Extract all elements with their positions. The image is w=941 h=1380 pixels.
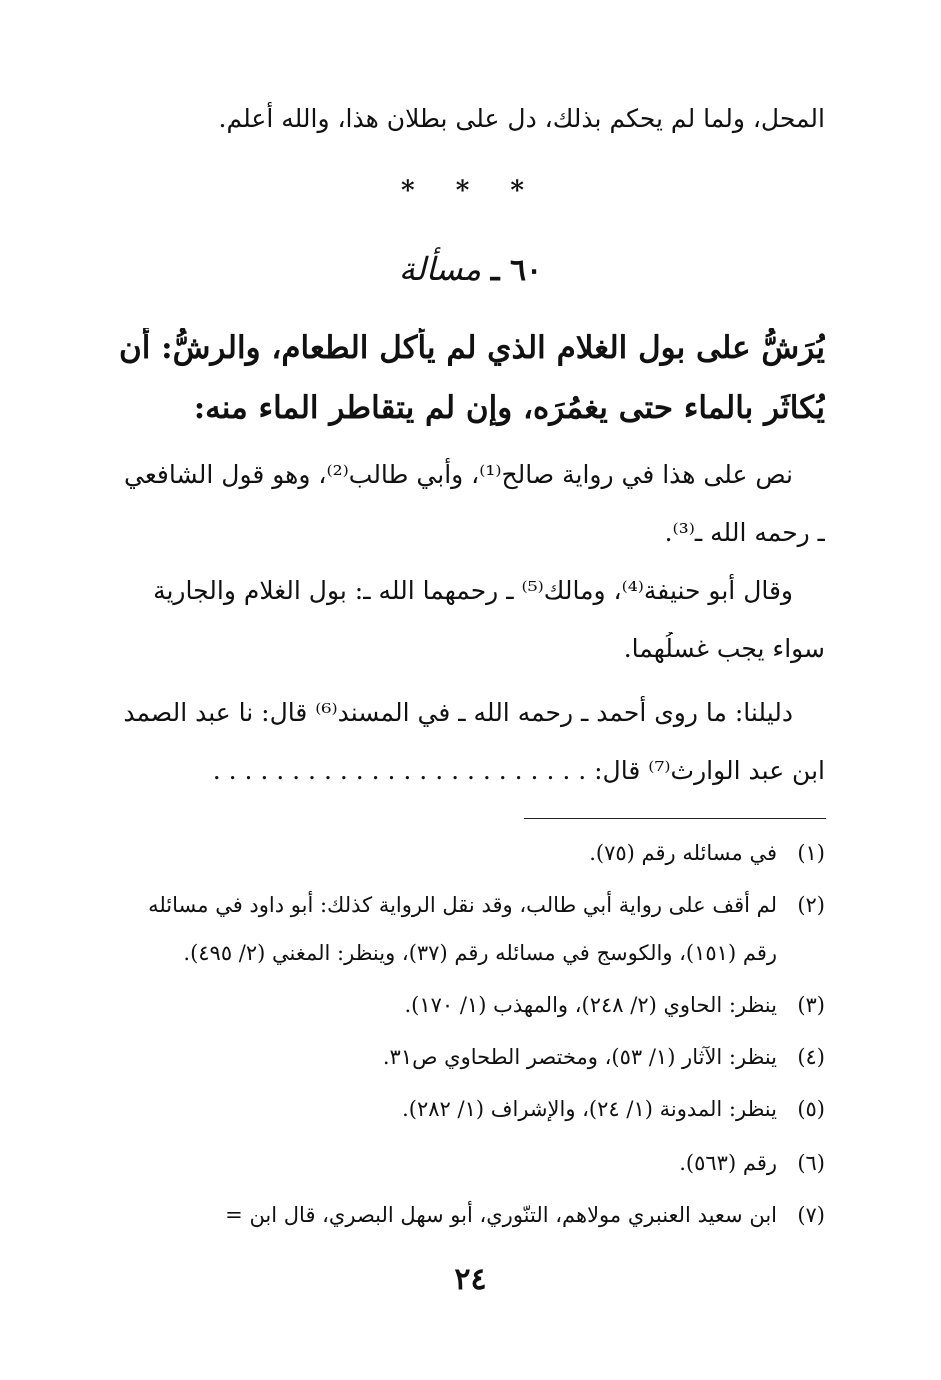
masala-word: مسألة: [398, 250, 482, 288]
paragraph-2-line-1: وقال أبو حنيفة⁽⁴⁾، ومالك⁽⁵⁾ ـ رحمهما الله ـ: بول الغلام والجارية: [153, 576, 793, 605]
paragraph-1-line-1: نص على هذا في رواية صالح⁽¹⁾، وأبي طالب⁽²⁾، وهو قول الشافعي: [124, 460, 793, 489]
paragraph-3-line-1: دليلنا: ما روى أحمد ـ رحمه الله ـ في المسند⁽⁶⁾ قال: نا عبد الصمد: [123, 698, 793, 727]
paragraph-3-line-2: ابن عبد الوارث⁽⁷⁾ قال: . . . . . . . . . . . . . . . . . . . . . . . .: [212, 756, 825, 785]
top-line: المحل، ولما لم يحكم بذلك، دل على بطلان هذا، والله أعلم.: [218, 104, 825, 133]
footnote-1: [115, 838, 825, 868]
footnote-number: (٥): [797, 1097, 825, 1121]
footnote-text: ينظر: المدونة (١/ ٢٤)، والإشراف (١/ ٢٨٢).: [402, 1097, 777, 1121]
footnote-number: (٤): [797, 1045, 825, 1069]
footnote-2: [115, 890, 825, 920]
footnote-5: [115, 1094, 825, 1124]
footnote-6: [115, 1148, 825, 1178]
footnote-3: [115, 990, 825, 1020]
footnote-separator: [524, 818, 826, 819]
page-number: ٢٤: [454, 1262, 487, 1297]
footnote-text: ابن سعيد العنبري مولاهم، التنّوري، أبو سهل البصري، قال ابن =: [225, 1203, 777, 1227]
section-separator: * * *: [401, 176, 540, 206]
footnote-text: رقم (٥٦٣).: [679, 1151, 777, 1175]
footnote-2-continuation: رقم (١٥١)، والكوسج في مسائله رقم (٣٧)، وينظر: المغني (٢/ ٤٩٥).: [183, 941, 777, 965]
footnote-text: في مسائله رقم (٧٥).: [589, 841, 777, 865]
footnote-7: [115, 1200, 825, 1230]
footnote-text: ينظر: الآثار (١/ ٥٣)، ومختصر الطحاوي ص٣١.: [382, 1045, 777, 1069]
footnote-text: لم أقف على رواية أبي طالب، وقد نقل الرواية كذلك: أبو داود في مسائله: [148, 893, 777, 917]
heading-line-1: يُرَشُّ على بول الغلام الذي لم يأكل الطعام، والرشُّ: أن: [118, 330, 825, 366]
masala-title: [0, 250, 941, 288]
footnote-number: (٣): [797, 993, 825, 1017]
footnote-number: (٢): [797, 893, 825, 917]
footnote-number: (١): [797, 841, 825, 865]
footnote-text: ينظر: الحاوي (٢/ ٢٤٨)، والمهذب (١/ ١٧٠).: [404, 993, 777, 1017]
masala-number: ٦٠ ـ: [490, 253, 543, 288]
paragraph-1-line-2: ـ رحمه الله ـ⁽³⁾.: [664, 518, 825, 547]
footnote-4: [115, 1042, 825, 1072]
heading-line-2: يُكاثَر بالماء حتى يغمُرَه، وإن لم يتقاطر الماء منه:: [193, 390, 825, 426]
footnote-number: (٧): [797, 1203, 825, 1227]
footnote-number: (٦): [797, 1151, 825, 1175]
paragraph-2-line-2: سواء يجب غسلُهما.: [623, 634, 825, 663]
